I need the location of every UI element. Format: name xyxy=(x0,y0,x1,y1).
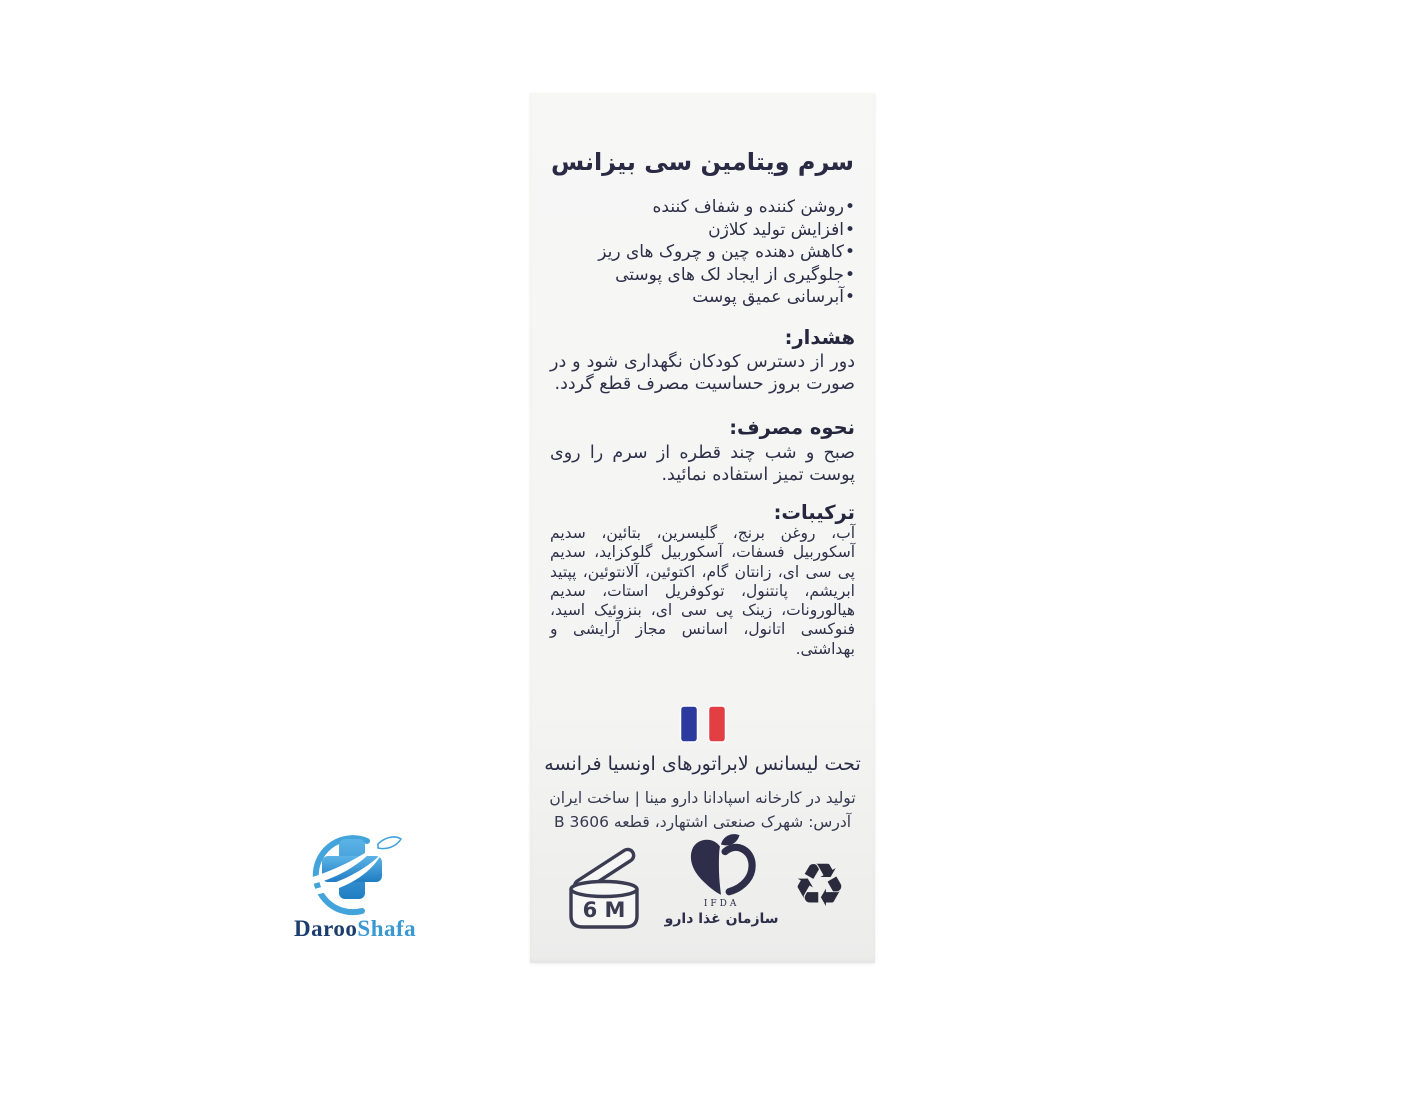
ifda-swoosh-shape xyxy=(725,847,752,891)
feature-item xyxy=(540,264,855,287)
brand-shafa: Shafa xyxy=(357,916,417,941)
ifda-heart-shape xyxy=(690,840,720,895)
ifda-logo xyxy=(664,834,779,927)
ingredients-text: آب، روغن برنج، گلیسرین، بتائین، سدیم آسکوربیل فسفات، آسکوربیل گلوکزاید، سدیم پی سی ای، زانتان گام، اکتوئین، آلانتوئین، پپتید ابریشم، پانتنول، توکوفریل استات، سدیم هیالورونات، زینک پی سی ای، بنزوئیک اسید، فنوکسی اتانول، اسانس مجاز آرایشی و بهداشتی. xyxy=(550,524,855,658)
feature-item xyxy=(540,286,855,309)
feature-text: افزایش تولید کلاژن xyxy=(708,219,844,240)
ingredients-heading: ترکیبات: xyxy=(773,501,855,524)
pao-6m-icon xyxy=(559,846,651,936)
bullet-icon: • xyxy=(844,287,855,307)
logo-leaf-shape xyxy=(378,837,401,849)
feature-text: روشن کننده و شفاف کننده xyxy=(652,197,844,217)
feature-item xyxy=(540,219,855,242)
warning-text: دور از دسترس کودکان نگهداری شود و در صورت بروز حساسیت مصرف قطع گردد. xyxy=(550,352,855,394)
feature-text: آبرسانی عمیق پوست xyxy=(692,287,844,307)
license-line: تحت لیسانس لابراتورهای اونسیا فرانسه xyxy=(544,753,861,775)
darooshafa-watermark-logo xyxy=(288,832,468,947)
bullet-icon: • xyxy=(844,264,855,285)
flag-red-stripe xyxy=(708,706,725,742)
ifda-acronym: IFDA xyxy=(703,899,740,909)
svg-text:DarooShafa xyxy=(294,916,416,941)
production-line: تولید در کارخانه اسپادانا دارو مینا | ساخت ایران xyxy=(549,789,856,807)
pao-label: 6 M xyxy=(582,898,626,922)
feature-text: جلوگیری از ایجاد لک های پوستی xyxy=(615,264,844,285)
package-back-panel xyxy=(530,93,875,963)
recycle-icon: ♻ xyxy=(792,851,847,921)
ifda-caption: سازمان غذا دارو xyxy=(664,911,779,927)
usage-heading: نحوه مصرف: xyxy=(729,416,855,439)
bullet-icon: • xyxy=(844,242,855,262)
feature-item xyxy=(540,241,855,264)
symbols-row xyxy=(530,834,875,936)
feature-list xyxy=(540,196,855,309)
feature-item xyxy=(540,196,855,219)
product-title: سرم ویتامین سی بیزانس xyxy=(551,148,854,176)
feature-text: کاهش دهنده چین و چروک های ریز xyxy=(598,242,844,262)
bullet-icon: • xyxy=(844,197,855,217)
flag-blue-stripe xyxy=(680,706,697,742)
bullet-icon: • xyxy=(844,219,855,240)
warning-heading: هشدار: xyxy=(784,326,855,349)
address-line: آدرس: شهرک صنعتی اشتهارد، قطعه 3606 B xyxy=(553,813,852,831)
usage-text: صبح و شب چند قطره از سرم را روی پوست تمیز استفاده نمائید. xyxy=(550,443,855,485)
brand-daroo: Daroo xyxy=(294,916,358,941)
france-flag-icon xyxy=(530,705,875,743)
